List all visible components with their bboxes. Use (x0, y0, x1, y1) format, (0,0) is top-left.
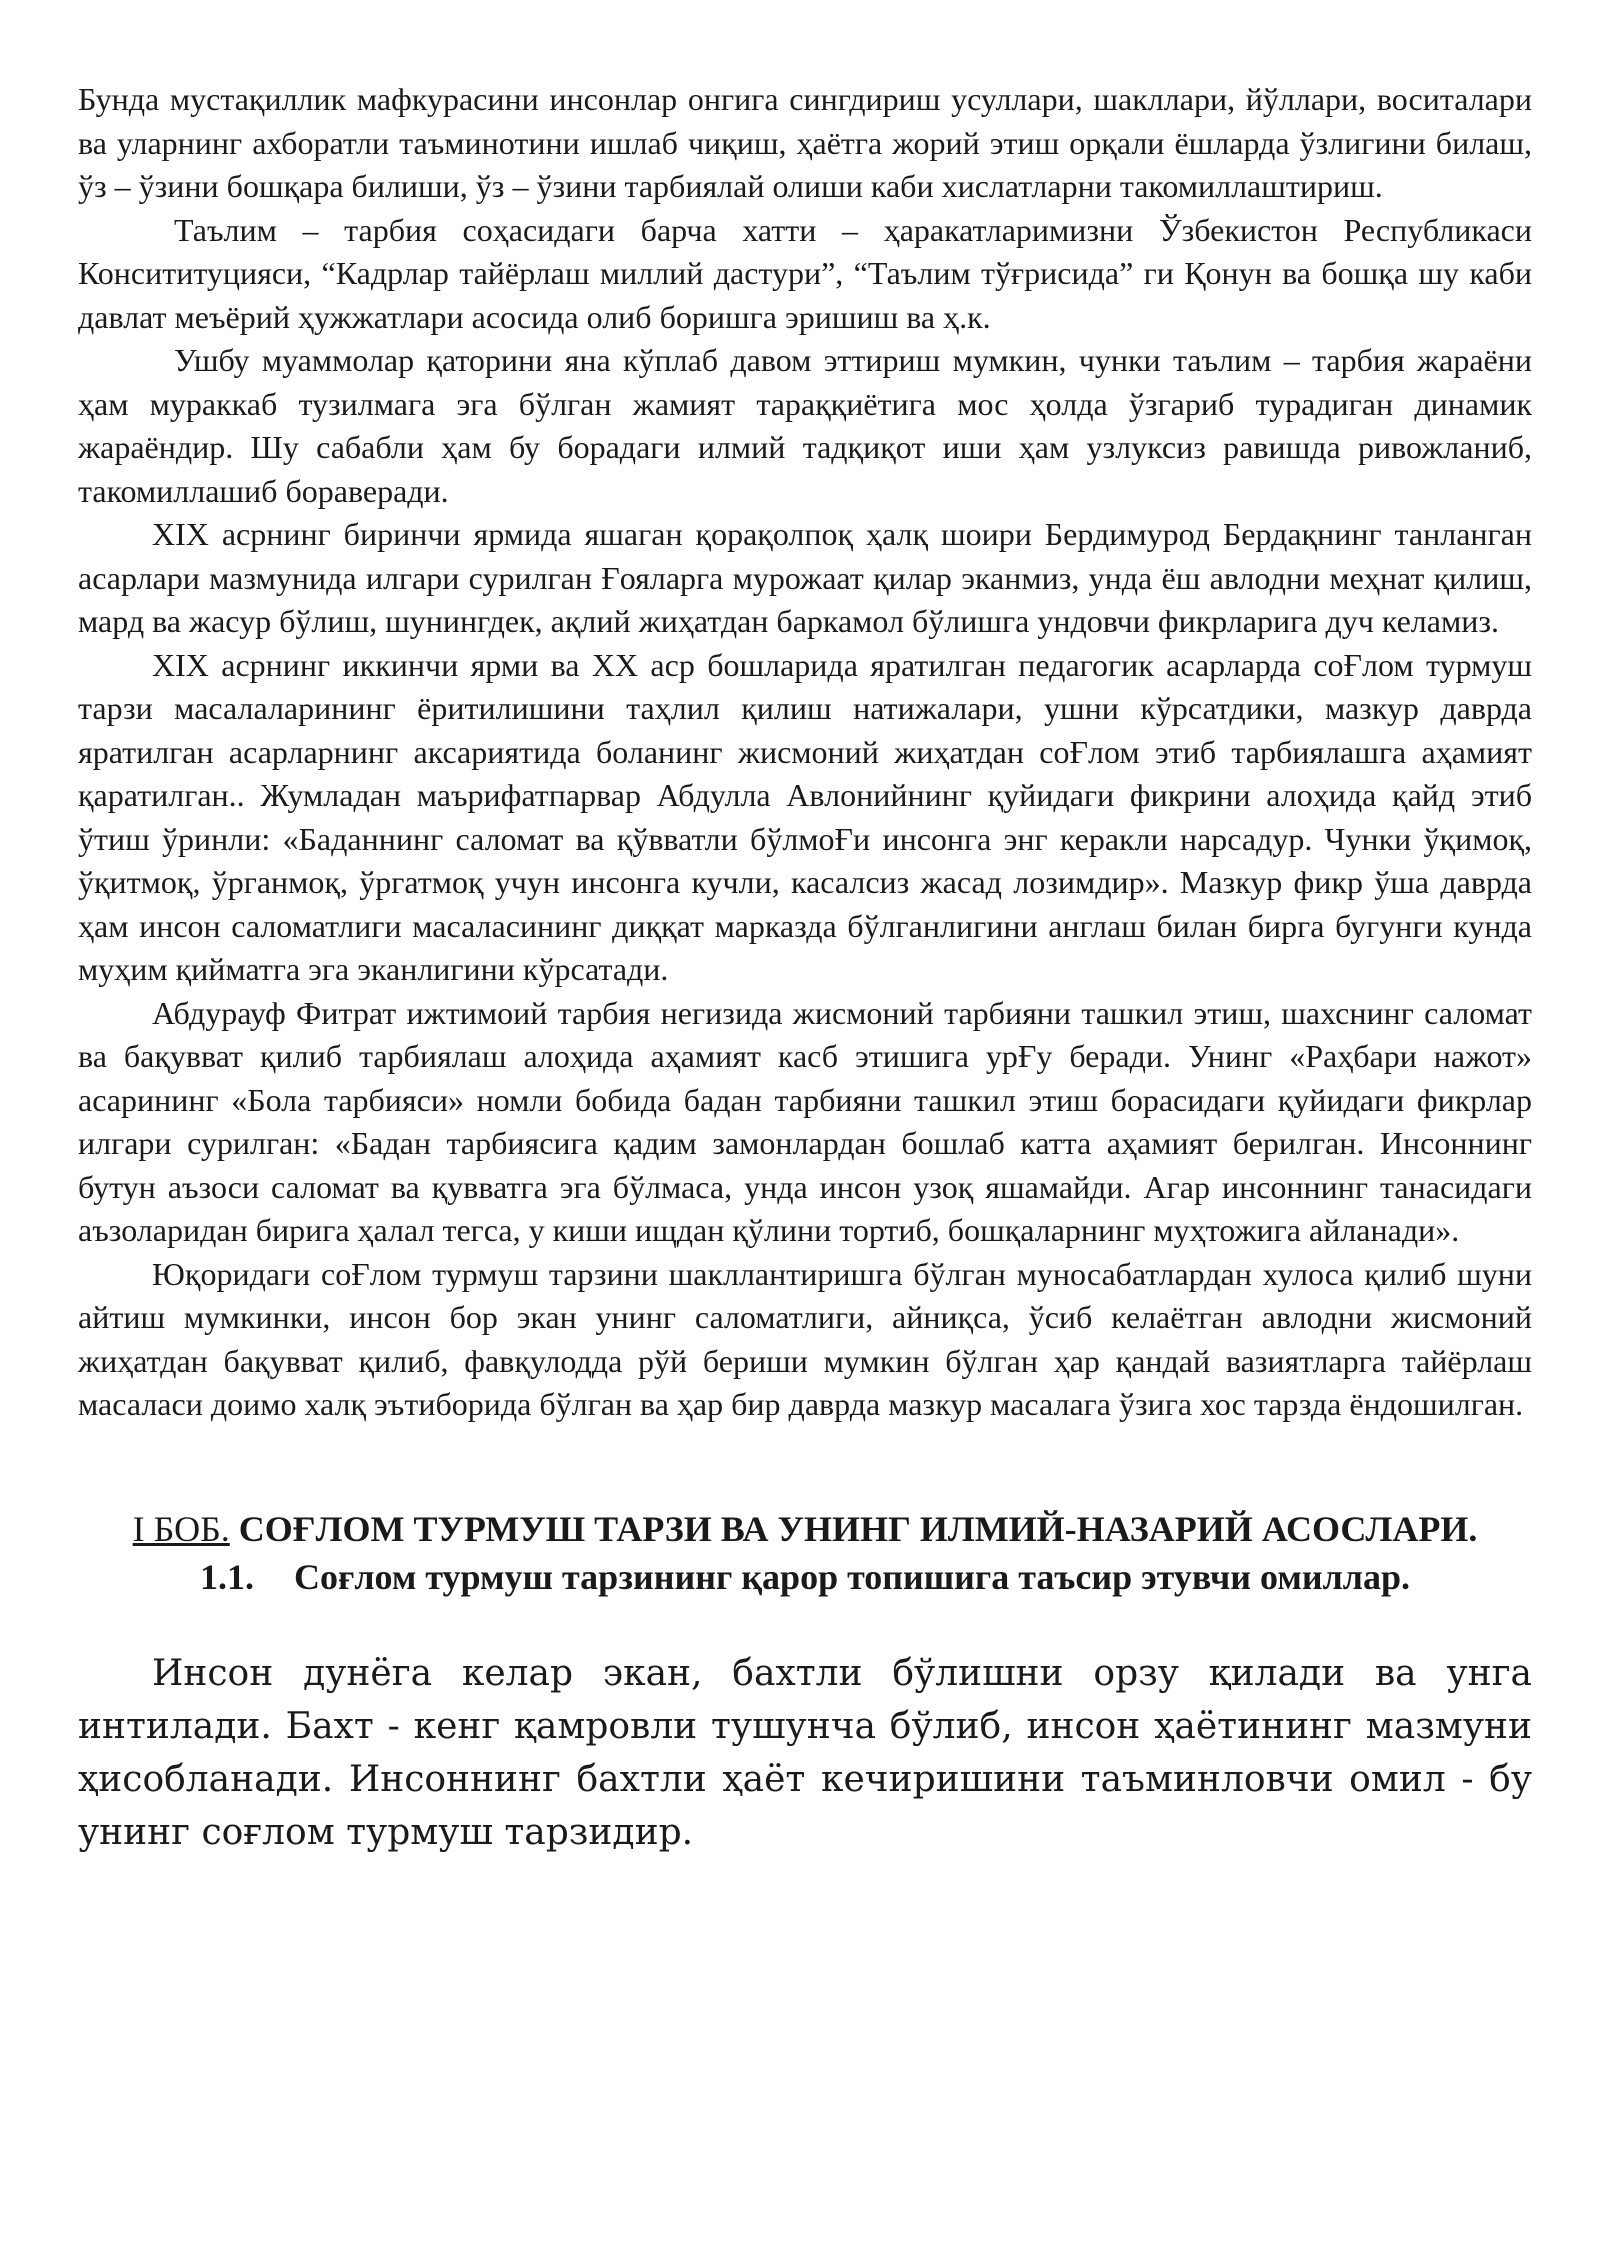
paragraph-6: Абдурауф Фитрат ижтимоий тарбия негизида жисмоний тарбияни ташкил этиш, шахснинг саломат ва бақувват қилиб тарбиялаш алоҳида аҳамият касб этишига урҒу беради. Унинг «Раҳбари нажот» асарининг «Бола тарбияси» номли бобида бадан тарбияни ташкил этиш борасидаги қуйидаги фикрлар илгари сурилган: «Бадан тарбиясига қадим замонлардан бошлаб катта аҳамият берилган. Инсоннинг бутун аъзоси саломат ва қувватга эга бўлмаса, унда инсон узоқ яшамайди. Агар инсоннинг танасидаги аъзоларидан бирига ҳалал тегса, у киши ищдан қўлини тортиб, бошқаларнинг муҳтожига айланади». (78, 994, 1532, 1248)
section-title: Соғлом турмуш тарзининг қарор топишига таъсир этувчи омиллар. (293, 1556, 1411, 1597)
paragraph-3: Ушбу муаммолар қаторини яна кўплаб давом эттириш мумкин, чунки таълим – тарбия жараёни ҳам мураккаб тузилмага эга бўлган жамият тараққиётига мос ҳолда ўзгариб турадиган динамик жараёндир. Шу сабабли ҳам бу борадаги илмий тадқиқот иши ҳам узлуксиз равишда ривожланиб, такомиллашиб бораверади. (78, 342, 1532, 509)
paragraph-1: Бунда мустақиллик мафкурасини инсонлар онгига сингдириш усуллари, шакллари, йўллари, воситалари ва уларнинг ахборатли таъминотини ишлаб чиқиш, ҳаётга жорий этиш орқали ёшларда ўзлигини билаш, ўз – ўзини бошқара билиши, ўз – ўзини тарбиялай олиши каби хислатларни такомиллаштириш. (78, 81, 1532, 204)
document-page (78, 78, 1532, 1859)
section-number: 1.1. (199, 1556, 254, 1597)
section-paragraph: Инсон дунёга келар экан, бахтли бўлишни орзу қилади ва унга интилади. Бахт - кенг қамровли тушунча бўлиб, инсон ҳаётининг мазмуни ҳисобланади. Инсоннинг бахтли ҳаёт кечиришини таъминловчи омил - бу унинг соғлом турмуш тарзидир. (78, 1652, 1532, 1853)
paragraph-4: XIX асрнинг биринчи ярмида яшаган қорақолпоқ ҳалқ шоири Бердимурод Бердақнинг танланган асарлари мазмунида илгари сурилган Ғояларга мурожаат қилар эканмиз, унда ёш авлодни меҳнат қилиш, мард ва жасур бўлиш, шунингдек, ақлий жиҳатдан баркамол бўлишга ундовчи фикрларига дуч келамиз. (78, 516, 1532, 639)
section-heading (78, 1553, 1532, 1601)
chapter-title: СОҒЛОМ ТУРМУШ ТАРЗИ ВА УНИНГ ИЛМИЙ-НАЗАРИЙ АСОСЛАРИ. (238, 1508, 1478, 1549)
section-body (78, 1647, 1532, 1859)
paragraph-5: XIX асрнинг иккинчи ярми ва XX аср бошларида яратилган педагогик асарларда соҒлом турмуш тарзи масалаларининг ёритилишини таҳлил қилиш натижалари, ушни кўрсатдики, мазкур даврда яратилган асарларнинг аксариятида боланинг жисмоний жиҳатдан соҒлом этиб тарбиялашга аҳамият қаратилган.. Жумладан маърифатпарвар Абдулла Авлонийнинг қуйидаги фикрини алоҳида қайд этиб ўтиш ўринли: «Баданнинг саломат ва қўвватли бўлмоҒи инсонга энг керакли нарсадур. Чунки ўқимоқ, ўқитмоқ, ўрганмоқ, ўргатмоқ учун инсонга кучли, касалсиз жасад лозимдир». Мазкур фикр ўша даврда ҳам инсон саломатлиги масаласининг диққат марказда бўлганлигини англаш билан бирга бугунги кунда муҳим қийматга эга эканлигини кўрсатади. (78, 646, 1532, 987)
chapter-heading (78, 1505, 1532, 1601)
chapter-label: I БОБ. (132, 1508, 230, 1549)
paragraph-2: Таълим – тарбия соҳасидаги барча хатти – ҳаракатларимизни Ўзбекистон Республикаси Консититуцияси, “Кадрлар тайёрлаш миллий дастури”, “Таълим тўғрисида” ги Қонун ва бошқа шу каби давлат меъёрий ҳужжатлари асосида олиб боришга эришиш ва ҳ.к. (78, 211, 1532, 335)
paragraph-7: Юқоридаги соҒлом турмуш тарзини шакллантиришга бўлган муносабатлардан хулоса қилиб шуни айтиш мумкинки, инсон бор экан унинг саломатлиги, айниқса, ўсиб келаётган авлодни жисмоний жиҳатдан бақувват қилиб, фавқулодда рўй бериши мумкин бўлган ҳар қандай вазиятларга тайёрлаш масаласи доимо халқ эътиборида бўлган ва ҳар бир даврда мазкур масалага ўзига хос тарзда ёндошилган. (78, 1255, 1532, 1422)
chapter-title-line (78, 1505, 1532, 1553)
